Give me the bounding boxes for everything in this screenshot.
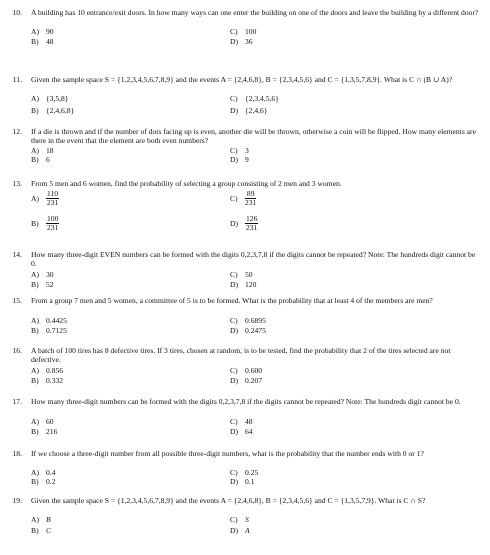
answer-option-d	[230, 106, 410, 115]
option-label: D)	[230, 218, 239, 228]
question-number: 10.	[12, 8, 22, 17]
question-stem: If we choose a three-digit number from all possible three-digit numbers, what is the probability that the number ends with 0 or 1?	[31, 449, 424, 458]
fraction-numerator: 110	[47, 189, 59, 198]
answer-option-a	[31, 316, 211, 325]
option-text: 36	[245, 37, 253, 46]
option-text: 0.2	[46, 477, 56, 486]
fraction	[245, 215, 258, 232]
fraction-numerator: 89	[246, 189, 255, 198]
option-text: {2,4,6}	[245, 106, 268, 115]
question-stem: How many three-digit numbers can be formed with the digits 0,2,3,7,8 if the digits cannot be repeated? Note: The hundreds digit cannot be 0.	[31, 397, 461, 406]
answer-option-a	[31, 515, 211, 524]
answer-option-c	[230, 146, 410, 155]
answer-option-b	[31, 155, 211, 164]
option-text: 18	[46, 146, 54, 155]
answer-option-a	[31, 417, 211, 426]
answer-option-d	[230, 526, 410, 535]
option-text: 0.4425	[46, 316, 67, 325]
option-text: 0.4	[46, 468, 56, 477]
answer-option-d	[230, 280, 410, 289]
option-text: 0.600	[245, 366, 263, 375]
option-text: 0.2475	[245, 326, 266, 335]
option-label: B)	[31, 106, 39, 115]
answer-option-c	[230, 515, 410, 524]
answer-option-c	[230, 417, 410, 426]
option-text: 60	[46, 417, 54, 426]
answer-option-d	[230, 37, 410, 46]
question-stem: A building has 10 entrance/exit doors. In how many ways can one enter the building on one of the doors and leave the building by a different door?	[31, 8, 479, 17]
answer-option-c	[230, 366, 410, 375]
option-label: C)	[230, 193, 238, 203]
answer-option-d	[230, 427, 410, 436]
option-text: 0.332	[46, 376, 64, 385]
answer-option-c	[230, 468, 410, 477]
option-text: C	[46, 526, 52, 535]
option-text: 90	[46, 27, 54, 36]
fraction-denominator: 231	[46, 198, 59, 207]
answer-option-c	[230, 190, 410, 207]
option-label: B)	[31, 427, 39, 436]
option-label: B)	[31, 218, 39, 228]
answer-option-a	[31, 190, 211, 207]
option-label: B)	[31, 155, 39, 164]
answer-option-c	[230, 94, 410, 103]
answer-option-a	[31, 468, 211, 477]
answer-option-d	[230, 477, 410, 486]
question-number: 15.	[12, 296, 22, 305]
option-label: C)	[230, 417, 238, 426]
option-text: 9	[245, 155, 249, 164]
option-label: C)	[230, 146, 238, 155]
fraction-denominator: 231	[245, 198, 257, 207]
option-label: A)	[31, 515, 40, 524]
answer-option-d	[230, 326, 410, 335]
option-label: B)	[31, 37, 39, 46]
option-text: 48	[245, 417, 253, 426]
option-label: C)	[230, 270, 238, 279]
answer-option-b	[31, 376, 211, 385]
fraction	[46, 190, 59, 207]
option-label: A)	[31, 468, 40, 477]
fraction-numerator: 126	[246, 214, 258, 223]
option-text: {2,3,4,5,6}	[245, 94, 279, 103]
question-stem: If a die is thrown and if the number of dots facing up is even, another die will be thrown, otherwise a coin will be flipped. How many elements are there in the event that the element are both even numbers?	[31, 127, 476, 146]
answer-option-c	[230, 316, 410, 325]
answer-option-b	[31, 526, 211, 535]
answer-option-a	[31, 366, 211, 375]
answer-option-a	[31, 94, 211, 103]
option-label: C)	[230, 366, 238, 375]
question-number: 16.	[12, 346, 22, 355]
question-stem: Given the sample space S = {1,2,3,4,5,6,7,8,9} and the events A = {2,4,6,8}, B = {2,3,4,5,6} and C = {1,3,5,7,9}. What is C ∩ S?	[31, 496, 426, 505]
fraction	[46, 215, 59, 232]
option-label: D)	[230, 526, 239, 535]
answer-option-b	[31, 215, 211, 232]
option-label: A)	[31, 270, 40, 279]
fraction-denominator: 231	[47, 223, 59, 232]
option-label: A)	[31, 316, 40, 325]
option-label: C)	[230, 316, 238, 325]
option-text: B	[46, 515, 51, 524]
answer-option-b	[31, 326, 211, 335]
option-label: A)	[31, 193, 40, 203]
answer-option-b	[31, 106, 211, 115]
option-label: A)	[31, 27, 40, 36]
option-label: D)	[230, 326, 239, 335]
answer-option-a	[31, 27, 211, 36]
answer-option-c	[230, 270, 410, 279]
option-text: 0.25	[245, 468, 259, 477]
option-text: 0.6895	[245, 316, 266, 325]
option-label: A)	[31, 94, 40, 103]
answer-option-b	[31, 477, 211, 486]
option-label: A)	[31, 366, 40, 375]
option-label: A)	[31, 146, 40, 155]
answer-option-b	[31, 280, 211, 289]
option-text: 6	[46, 155, 50, 164]
question-number: 13.	[12, 179, 22, 188]
fraction	[245, 190, 256, 207]
option-text: 52	[46, 280, 54, 289]
option-text: {3,5,8}	[46, 94, 69, 103]
option-label: C)	[230, 94, 238, 103]
option-label: B)	[31, 376, 39, 385]
option-text: 48	[46, 37, 54, 46]
option-text: 50	[245, 270, 253, 279]
answer-option-b	[31, 427, 211, 436]
answer-option-d	[230, 215, 410, 232]
answer-option-d	[230, 155, 410, 164]
question-stem: How many three-digit EVEN numbers can be formed with the digits 0,2,3,7,8 if the digits cannot be repeated? Note: The hundreds digit cannot be 0.	[31, 250, 476, 269]
option-text: 64	[245, 427, 253, 436]
fraction-denominator: 231	[246, 223, 258, 232]
option-label: D)	[230, 106, 239, 115]
answer-option-c	[230, 27, 410, 36]
option-label: B)	[31, 280, 39, 289]
option-text: S	[245, 515, 249, 524]
option-label: B)	[31, 526, 39, 535]
question-number: 12.	[12, 127, 22, 136]
option-label: D)	[230, 376, 239, 385]
option-text: 0.1	[245, 477, 255, 486]
question-stem: From 5 men and 6 women, find the probability of selecting a group consisting of 2 men and 3 women.	[31, 179, 342, 188]
option-label: D)	[230, 477, 239, 486]
question-stem: A batch of 100 tires has 8 defective tires. If 3 tires, chosen at random, is to be tested, find the probability that 2 of the tires selected are not defective.	[31, 346, 451, 365]
question-number: 11.	[12, 75, 22, 84]
option-text: 100	[245, 27, 257, 36]
option-text: 30	[46, 270, 54, 279]
option-text: {2,4,6,8}	[46, 106, 75, 115]
option-label: B)	[31, 326, 39, 335]
answer-option-d	[230, 376, 410, 385]
option-label: C)	[230, 27, 238, 36]
option-label: D)	[230, 37, 239, 46]
question-number: 19.	[12, 496, 22, 505]
option-label: A)	[31, 417, 40, 426]
question-stem: Given the sample space S = {1,2,3,4,5,6,7,8,9} and the events A = {2,4,6,8}, B = {2,3,4,5,6} and C = {1,3,5,7,8,9}. What is C ∩ (B ∪ A)?	[31, 75, 453, 84]
option-label: C)	[230, 468, 238, 477]
option-label: D)	[230, 280, 239, 289]
option-text: A	[245, 526, 250, 535]
question-number: 18.	[12, 449, 22, 458]
option-text: 216	[46, 427, 58, 436]
option-text: 120	[245, 280, 257, 289]
answer-option-a	[31, 146, 211, 155]
option-text: 3	[245, 146, 249, 155]
option-text: 0.7125	[46, 326, 67, 335]
question-stem: From a group 7 men and 5 women, a committee of 5 is to be formed. What is the probability that at least 4 of the members are men?	[31, 296, 433, 305]
answer-option-a	[31, 270, 211, 279]
question-number: 17.	[12, 397, 22, 406]
answer-option-b	[31, 37, 211, 46]
question-number: 14.	[12, 250, 22, 259]
option-text: 0.207	[245, 376, 263, 385]
fraction-numerator: 100	[47, 214, 59, 223]
option-label: C)	[230, 515, 238, 524]
option-text: 0.856	[46, 366, 64, 375]
option-label: D)	[230, 427, 239, 436]
option-label: D)	[230, 155, 239, 164]
option-label: B)	[31, 477, 39, 486]
